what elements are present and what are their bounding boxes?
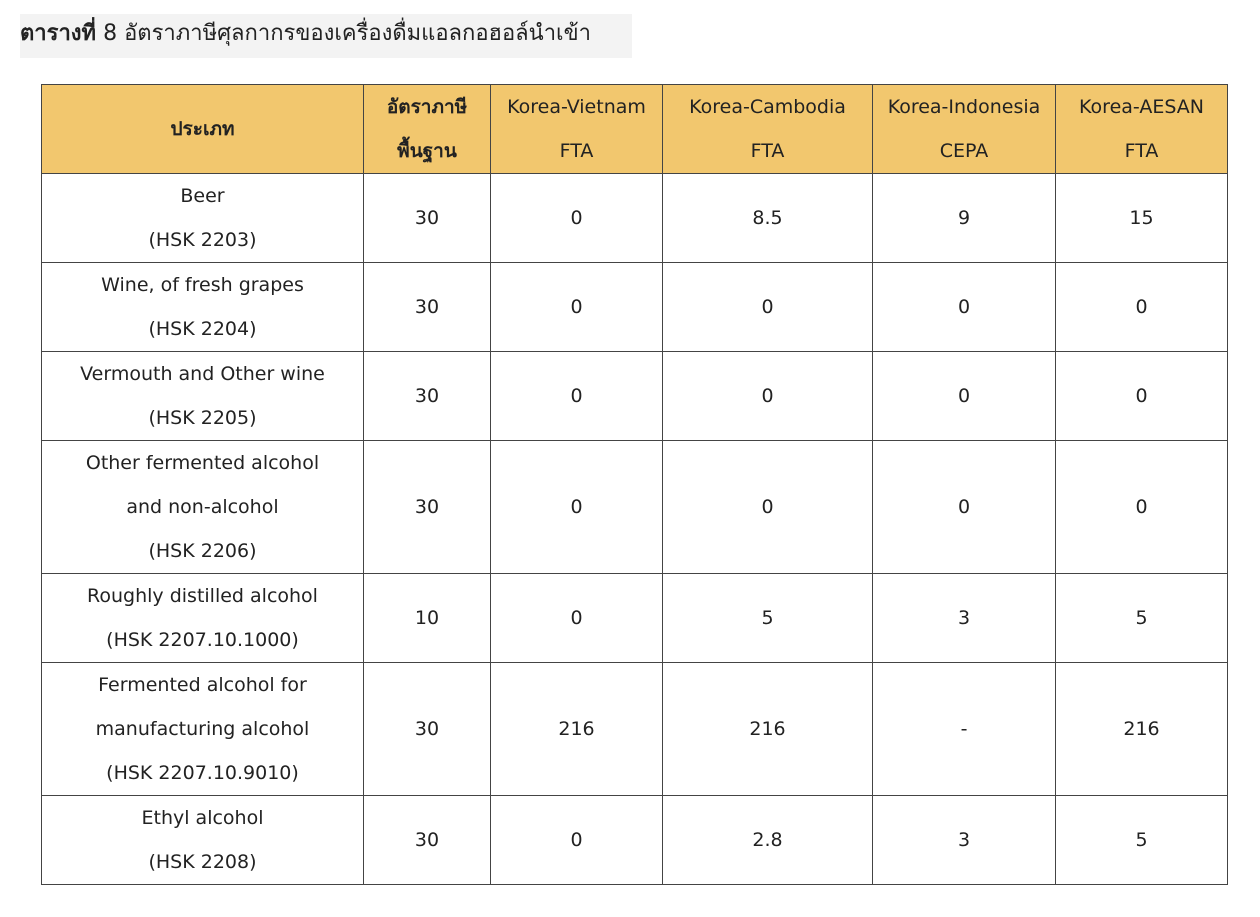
cell-korea-aesan: 5 bbox=[1056, 574, 1228, 663]
table-row bbox=[42, 352, 1228, 441]
cell-base-rate: 30 bbox=[364, 263, 491, 352]
type-line: (HSK 2203) bbox=[148, 229, 257, 251]
caption-number: 8 bbox=[103, 21, 118, 46]
cell-base-rate: 30 bbox=[364, 796, 491, 885]
header-col-line1: Korea-Cambodia bbox=[689, 96, 846, 118]
cell-type bbox=[42, 574, 364, 663]
header-col-line2: FTA bbox=[559, 140, 594, 162]
cell-korea-indonesia: 0 bbox=[873, 441, 1056, 574]
table-header-row bbox=[42, 85, 1228, 174]
table-row bbox=[42, 663, 1228, 796]
cell-type bbox=[42, 352, 364, 441]
table-row bbox=[42, 174, 1228, 263]
cell-korea-aesan: 216 bbox=[1056, 663, 1228, 796]
cell-base-rate: 30 bbox=[364, 663, 491, 796]
cell-korea-cambodia: 0 bbox=[663, 441, 873, 574]
cell-base-rate: 30 bbox=[364, 352, 491, 441]
header-korea-vietnam bbox=[491, 85, 663, 174]
type-line: (HSK 2207.10.9010) bbox=[106, 762, 299, 784]
tariff-table bbox=[41, 84, 1228, 885]
table-row bbox=[42, 574, 1228, 663]
cell-korea-vietnam: 0 bbox=[491, 263, 663, 352]
header-type: ประเภท bbox=[42, 85, 364, 174]
header-base-rate bbox=[364, 85, 491, 174]
cell-korea-aesan: 5 bbox=[1056, 796, 1228, 885]
cell-korea-indonesia: 0 bbox=[873, 263, 1056, 352]
cell-base-rate: 30 bbox=[364, 174, 491, 263]
type-line: manufacturing alcohol bbox=[95, 718, 310, 740]
type-line: Vermouth and Other wine bbox=[80, 363, 325, 385]
caption-label: ตารางที่ bbox=[20, 21, 97, 46]
cell-korea-aesan: 15 bbox=[1056, 174, 1228, 263]
cell-base-rate: 10 bbox=[364, 574, 491, 663]
type-line: (HSK 2204) bbox=[148, 318, 257, 340]
header-col-line1: Korea-Vietnam bbox=[507, 96, 646, 118]
type-line: (HSK 2206) bbox=[148, 540, 257, 562]
cell-korea-vietnam: 0 bbox=[491, 574, 663, 663]
cell-base-rate: 30 bbox=[364, 441, 491, 574]
cell-korea-cambodia: 5 bbox=[663, 574, 873, 663]
cell-type bbox=[42, 796, 364, 885]
type-line: Beer bbox=[180, 185, 225, 207]
header-base-line2: พื้นฐาน bbox=[397, 140, 457, 162]
cell-korea-aesan: 0 bbox=[1056, 263, 1228, 352]
cell-korea-vietnam: 216 bbox=[491, 663, 663, 796]
cell-korea-aesan: 0 bbox=[1056, 441, 1228, 574]
cell-korea-indonesia: - bbox=[873, 663, 1056, 796]
cell-type bbox=[42, 441, 364, 574]
header-col-line2: FTA bbox=[1124, 140, 1159, 162]
cell-korea-cambodia: 0 bbox=[663, 352, 873, 441]
type-line: and non-alcohol bbox=[126, 496, 279, 518]
header-col-line2: CEPA bbox=[939, 140, 989, 162]
cell-korea-indonesia: 9 bbox=[873, 174, 1056, 263]
header-korea-aesan bbox=[1056, 85, 1228, 174]
cell-korea-cambodia: 8.5 bbox=[663, 174, 873, 263]
type-line: Other fermented alcohol bbox=[85, 452, 320, 474]
type-line: Wine, of fresh grapes bbox=[101, 274, 304, 296]
header-korea-indonesia bbox=[873, 85, 1056, 174]
table-row bbox=[42, 796, 1228, 885]
header-korea-cambodia bbox=[663, 85, 873, 174]
cell-korea-cambodia: 2.8 bbox=[663, 796, 873, 885]
cell-korea-aesan: 0 bbox=[1056, 352, 1228, 441]
table-row bbox=[42, 263, 1228, 352]
cell-type bbox=[42, 174, 364, 263]
cell-korea-indonesia: 3 bbox=[873, 574, 1056, 663]
cell-korea-indonesia: 0 bbox=[873, 352, 1056, 441]
header-col-line1: Korea-AESAN bbox=[1079, 96, 1204, 118]
cell-korea-vietnam: 0 bbox=[491, 796, 663, 885]
type-line: Fermented alcohol for bbox=[98, 674, 307, 696]
cell-korea-vietnam: 0 bbox=[491, 441, 663, 574]
cell-korea-vietnam: 0 bbox=[491, 174, 663, 263]
table-caption bbox=[20, 14, 632, 58]
header-col-line1: Korea-Indonesia bbox=[887, 96, 1041, 118]
type-line: Roughly distilled alcohol bbox=[87, 585, 318, 607]
cell-korea-vietnam: 0 bbox=[491, 352, 663, 441]
type-line: (HSK 2205) bbox=[148, 407, 257, 429]
type-line: (HSK 2208) bbox=[148, 851, 257, 873]
type-line: Ethyl alcohol bbox=[141, 807, 264, 829]
cell-korea-indonesia: 3 bbox=[873, 796, 1056, 885]
cell-type bbox=[42, 663, 364, 796]
type-line: (HSK 2207.10.1000) bbox=[106, 629, 299, 651]
cell-korea-cambodia: 216 bbox=[663, 663, 873, 796]
table-row bbox=[42, 441, 1228, 574]
header-col-line2: FTA bbox=[750, 140, 785, 162]
header-base-line1: อัตราภาษี bbox=[386, 96, 468, 118]
cell-korea-cambodia: 0 bbox=[663, 263, 873, 352]
cell-type bbox=[42, 263, 364, 352]
caption-text: อัตราภาษีศุลกากรของเครื่องดื่มแอลกอฮอล์นำเข้า bbox=[124, 21, 591, 46]
